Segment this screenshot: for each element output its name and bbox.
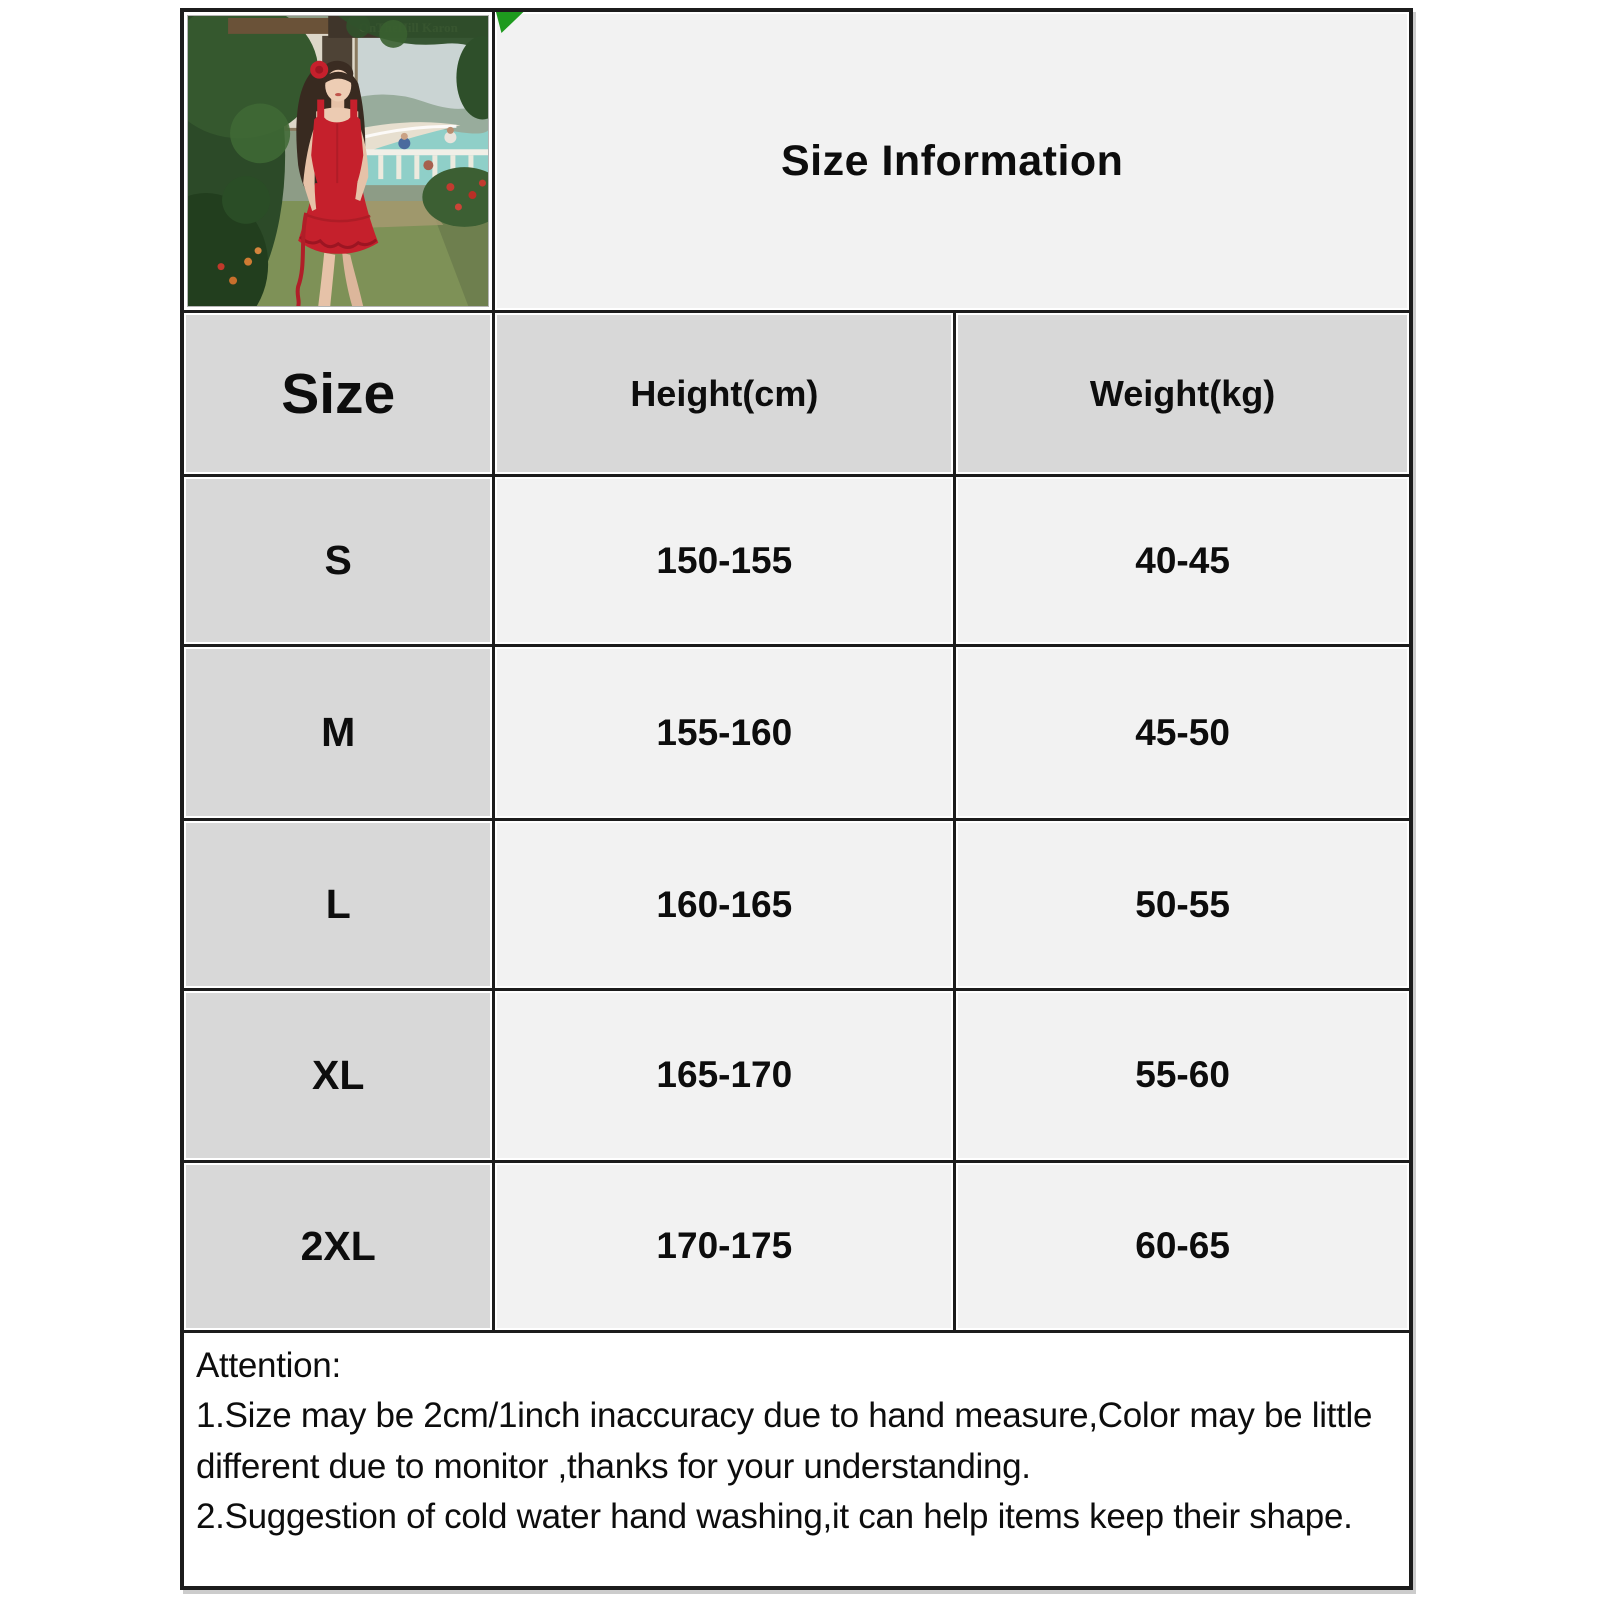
size-cell-xl: XL <box>184 991 492 1160</box>
page-title: Size Information <box>780 136 1124 185</box>
weight-cell-2xl: 60-65 <box>956 1163 1409 1330</box>
weight-cell-xl: 55-60 <box>956 991 1409 1160</box>
title-cell <box>495 12 1409 310</box>
size-cell-2xl: 2XL <box>184 1163 492 1330</box>
weight-cell-l: 50-55 <box>956 821 1409 988</box>
col-header-weight: Weight(kg) <box>956 313 1409 474</box>
weight-cell-m: 45-50 <box>956 647 1409 818</box>
product-photo <box>184 12 492 310</box>
cell-corner-marker-icon <box>495 12 525 33</box>
height-cell-m: 155-160 <box>495 647 953 818</box>
attention-heading: Attention: <box>196 1345 341 1385</box>
height-cell-xl: 165-170 <box>495 991 953 1160</box>
attention-note-1: 1.Size may be 2cm/1inch inaccuracy due to hand measure,Color may be little different due to monitor ,thanks for your understanding. <box>196 1396 1373 1486</box>
height-cell-l: 160-165 <box>495 821 953 988</box>
size-cell-l: L <box>184 821 492 988</box>
attention-note-block <box>184 1333 1409 1586</box>
weight-cell-s: 40-45 <box>956 477 1409 644</box>
height-cell-2xl: 170-175 <box>495 1163 953 1330</box>
size-cell-s: S <box>184 477 492 644</box>
product-photo-image <box>188 16 488 306</box>
col-header-size: Size <box>184 313 492 474</box>
size-cell-m: M <box>184 647 492 818</box>
attention-note-2: 2.Suggestion of cold water hand washing,it can help items keep their shape. <box>196 1496 1353 1536</box>
height-cell-s: 150-155 <box>495 477 953 644</box>
col-header-height: Height(cm) <box>495 313 953 474</box>
size-chart-sheet <box>180 8 1413 1590</box>
